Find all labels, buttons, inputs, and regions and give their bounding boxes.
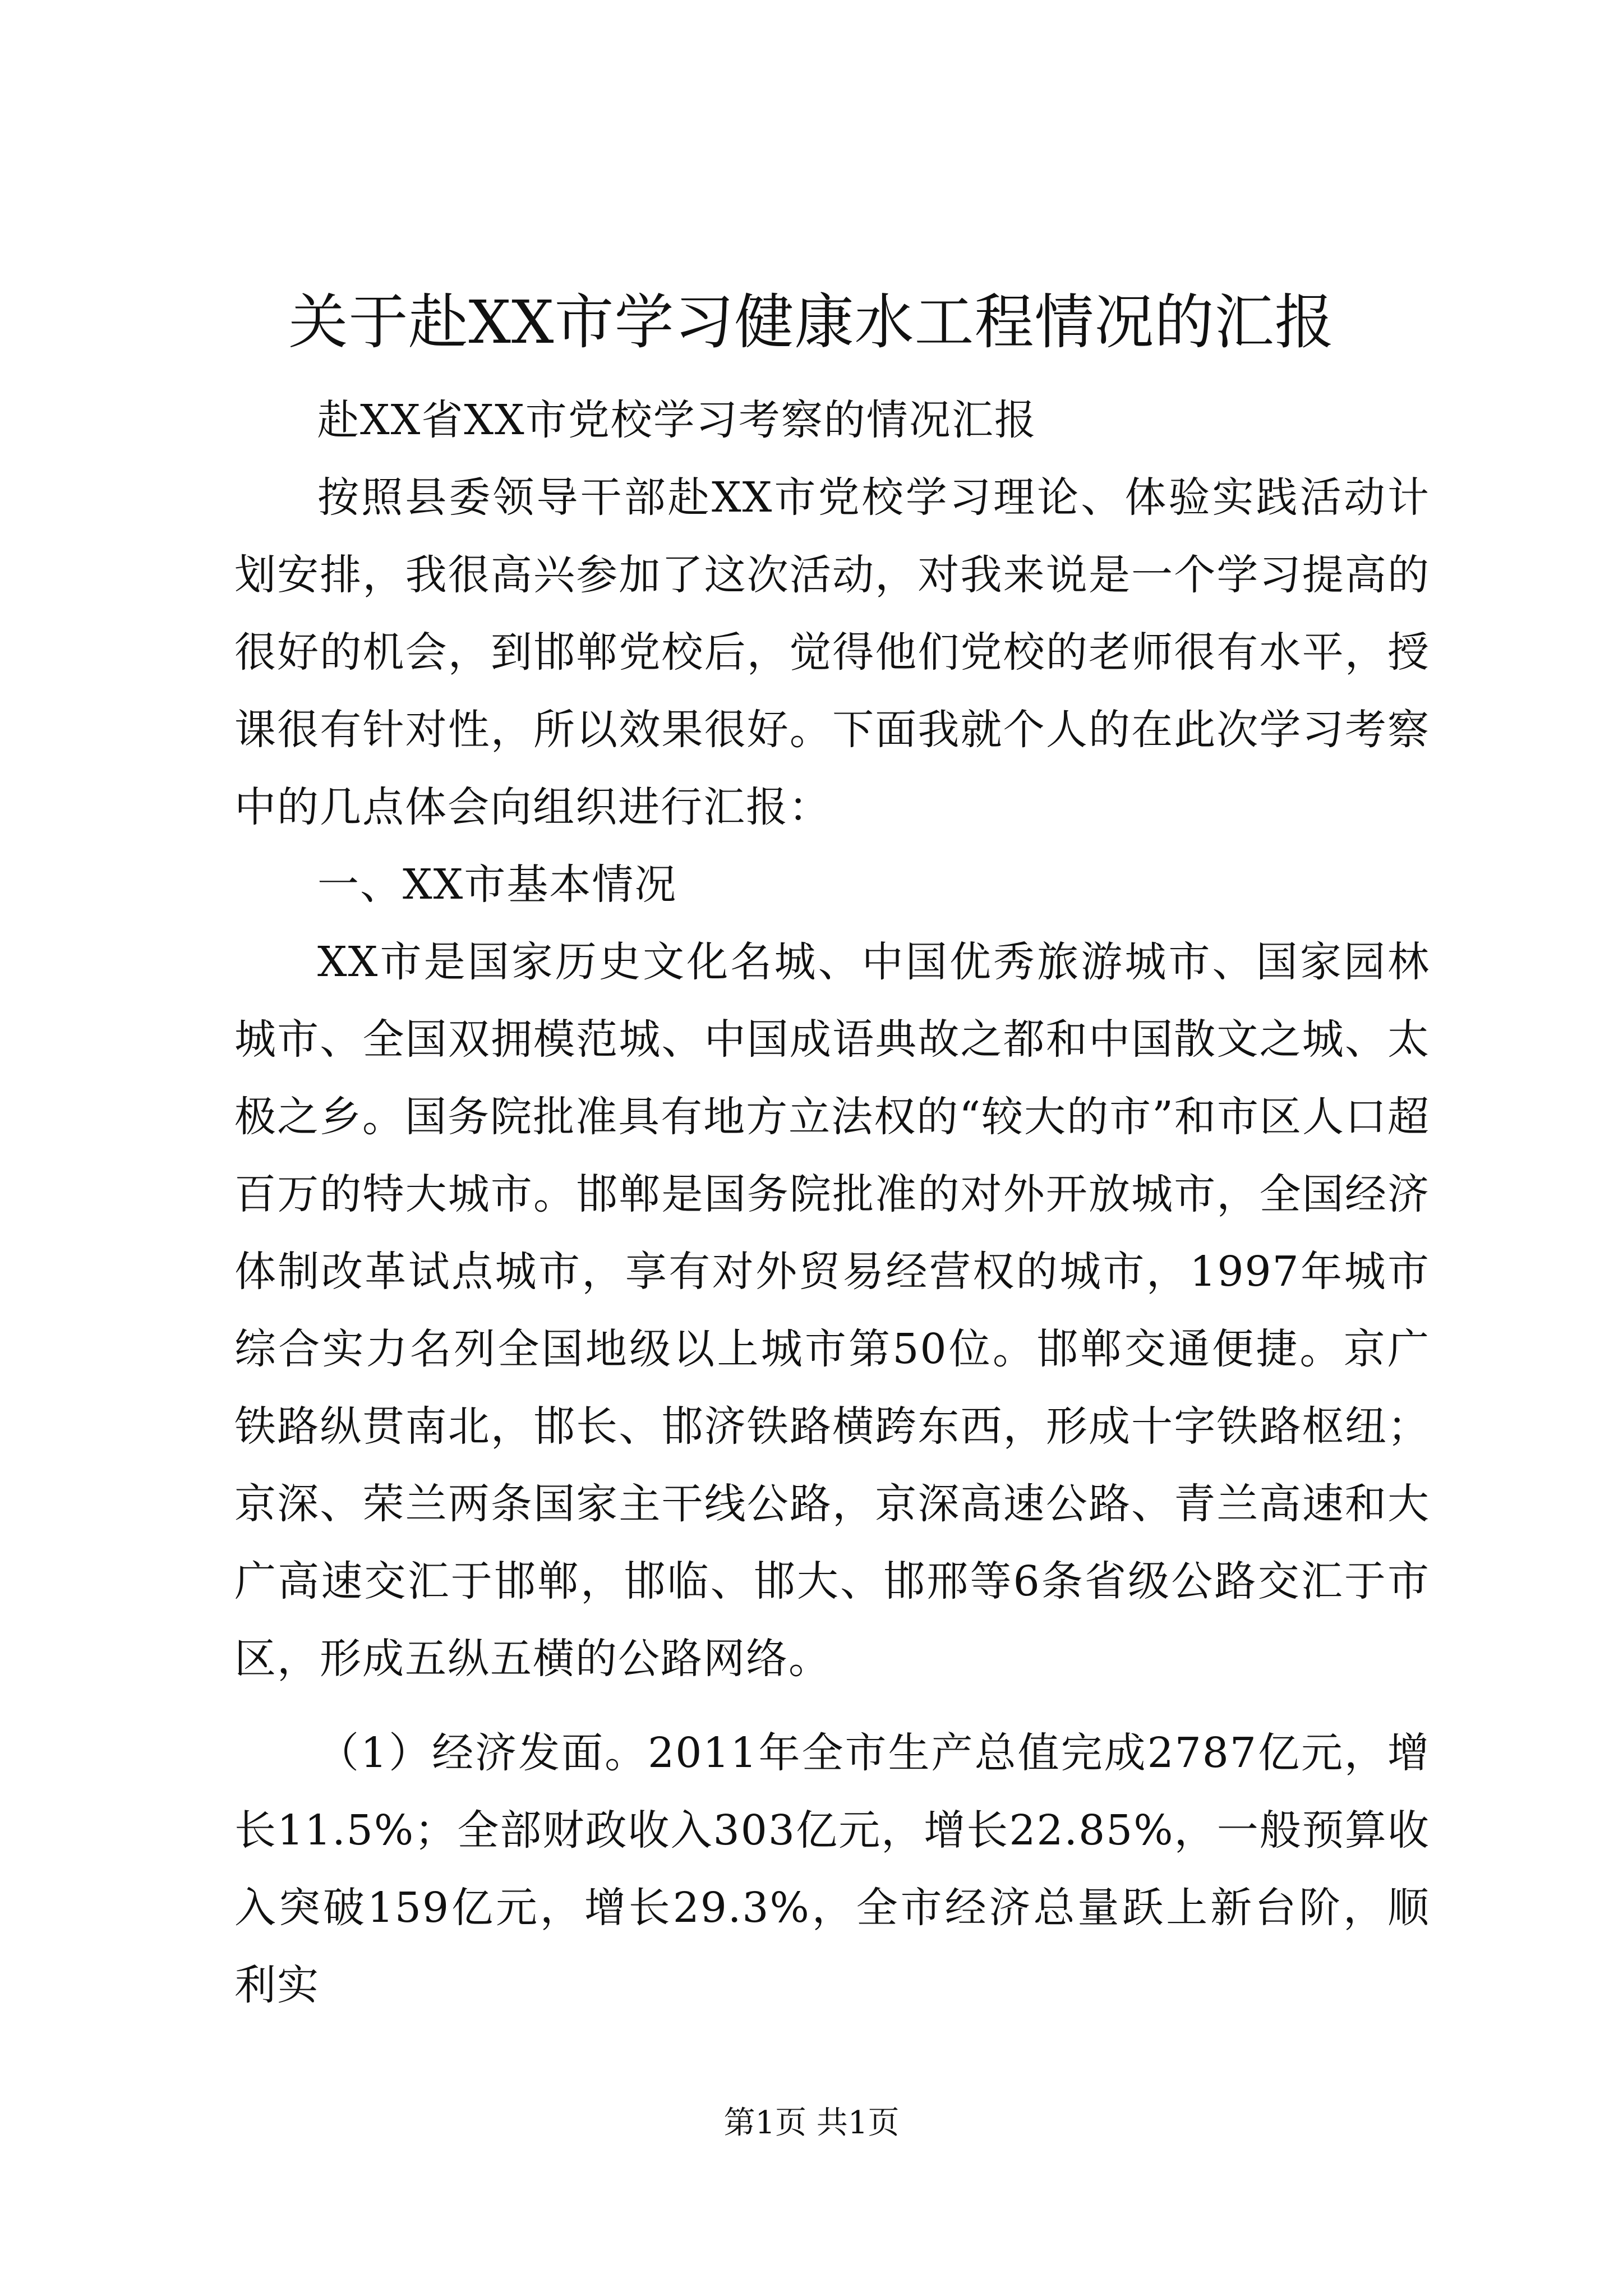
section-heading: 一、XX市基本情况 [317,861,677,909]
paragraph-subtitle: 赴XX省XX市党校学习考察的情况汇报 [317,396,1037,444]
document-title: 关于赴XX市学习健康水工程情况的汇报 [288,288,1335,357]
paragraph-economy: （1）经济发面。2011年全市生产总值完成2787亿元，增长11.5%；全部财政收入303亿元，增长22.85%，一般预算收入突破159亿元，增长29.3%，全市经济总量跃上新台阶，顺利实 [234,1729,1430,2009]
paragraph-city-overview: XX市是国家历史文化名城、中国优秀旅游城市、国家园林城市、全国双拥模范城、中国成语典故之都和中国散文之城、太极之乡。国务院批准具有地方立法权的“较大的市”和市区人口超百万的特大城市。邯郸是国务院批准的对外开放城市，全国经济体制改革试点城市，享有对外贸易经营权的城市，1997年城市综合实力名列全国地级以上城市第50位。邯郸交通便捷。京广铁路纵贯南北，邯长、邯济铁路横跨东西，形成十字铁路枢纽；京深、荣兰两条国家主干线公路，京深高速公路、青兰高速和大广高速交汇于邯郸，邯临、邯大、邯邢等6条省级公路交汇于市区，形成五纵五横的公路网络。 [234,938,1430,1683]
paragraph-intro: 按照县委领导干部赴XX市党校学习理论、体验实践活动计划安排，我很高兴参加了这次活动，对我来说是一个学习提高的很好的机会，到邯郸党校后，觉得他们党校的老师很有水平，授课很有针对性，所以效果很好。下面我就个人的在此次学习考察中的几点体会向组织进行汇报： [234,473,1430,831]
document-body [234,381,1430,2024]
page-footer: 第1页 共1页 [723,2105,900,2141]
